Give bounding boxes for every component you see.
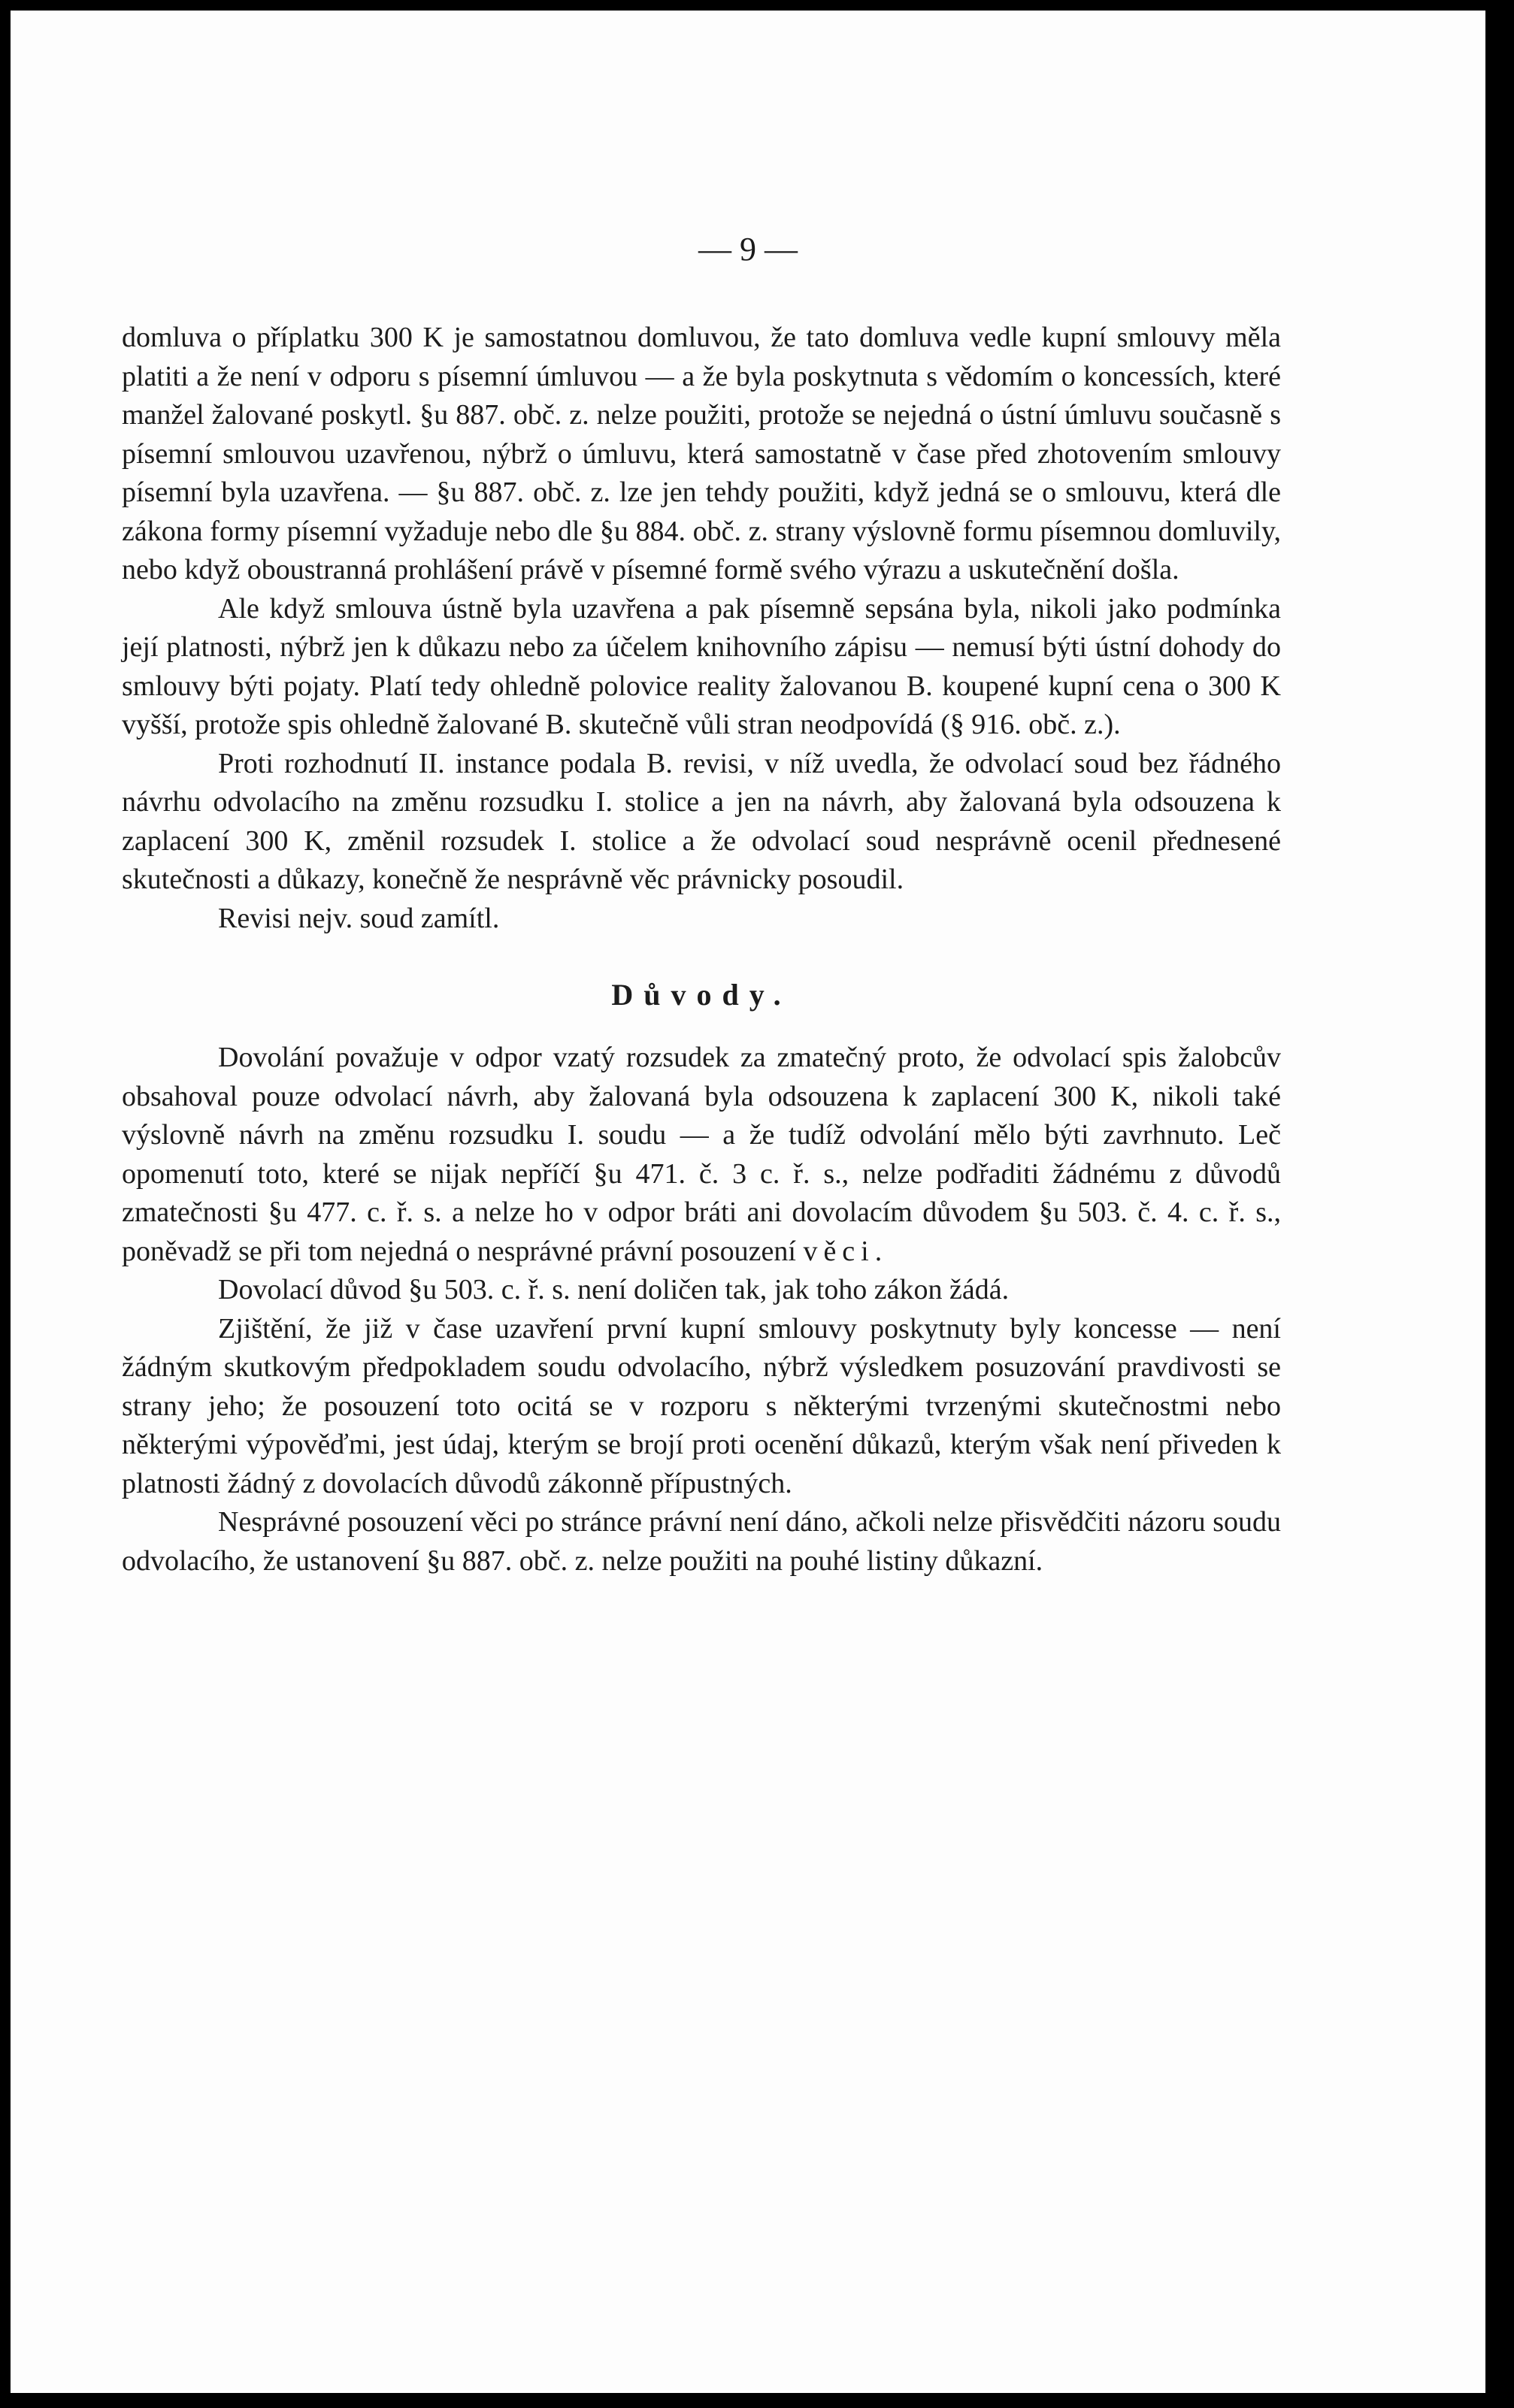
page-number: — 9 — [698,231,798,268]
paragraph-6: Dovolací důvod §u 503. c. ř. s. není doličen tak, jak toho zákon žádá. [218,1274,1010,1305]
paragraph-5-end: . [874,1235,883,1267]
section-heading: Důvody. [611,978,792,1012]
paragraph-5-text: Dovolání považuje v odpor vzatý rozsudek za zmatečný proto, že odvolací spis žalobcův obsahoval pouze odvolací návrh, aby žalovaná byla odsouzena k zaplacení 300 K, nikoli také výslovně návrh na změnu rozsudku I. soudu — a že tudíž odvolání mělo býti zavrhnuto. Leč opomenutí toto, které se nijak nepříčí §u 471. č. 3 c. ř. s., nelze podřaditi žádnému z důvodů zmatečnosti §u 477. c. ř. s. a nelze ho v odpor bráti ani dovolacím důvodem §u 503. č. 4. c. ř. s., poněvadž se při tom nejedná o nesprávné právní posouzení [122,1042,1281,1267]
body-text [122,319,1281,1581]
paragraph-1: domluva o příplatku 300 K je samostatnou domluvou, že tato domluva vedle kupní smlouvy měla platiti a že není v odporu s písemní úmluvou — a že byla poskytnuta s vědomím o koncessích, které manžel žalované poskytl. §u 887. obč. z. nelze použiti, protože se nejedná o ústní úmluvu současně s písemní smlouvou uzavřenou, nýbrž o úmluvu, která samostatně v čase před zhotovením smlouvy písemní byla uzavřena. — §u 887. obč. z. lze jen tehdy použiti, když jedná se o smlouvu, která dle zákona formy písemní vyžaduje nebo dle §u 884. obč. z. strany výslovně formu písemnou domluvily, nebo když oboustranná prohlášení právě v písemné formě svého výrazu a uskutečnění došla. [122,322,1281,585]
paragraph-5 [122,1039,1281,1271]
paragraph-4: Revisi nejv. soud zamítl. [218,902,500,934]
document-page [11,11,1485,2393]
scan-border [1485,0,1514,2408]
paragraph-3: Proti rozhodnutí II. instance podala B. revisi, v níž uvedla, že odvolací soud bez řádného návrhu odvolacího na změnu rozsudku I. stolice a jen na návrh, aby žalovaná byla odsouzena k zaplacení 300 K, změnil rozsudek I. stolice a že odvolací soud nesprávně ocenil přednesené skutečnosti a důkazy, konečně že nesprávně věc právnicky posoudil. [122,747,1281,895]
paragraph-8: Nesprávné posouzení věci po stránce právní není dáno, ačkoli nelze přisvědčiti názoru soudu odvolacího, že ustanovení §u 887. obč. z. nelze použiti na pouhé listiny důkazní. [122,1506,1281,1577]
paragraph-7: Zjištění, že již v čase uzavření první kupní smlouvy poskytnuty byly koncesse — není žádným skutkovým předpokladem soudu odvolacího, nýbrž výsledkem posuzování pravdivosti se strany jeho; že posouzení toto ocitá se v rozporu s některými tvrzenými skutečnostmi nebo některými výpověďmi, jest údaj, kterým se brojí proti ocenění důkazů, kterým však není přiveden k platnosti žádný z dovolacích důvodů zákonně přípustných. [122,1312,1281,1499]
paragraph-5-spaced-word: věci [803,1235,875,1267]
paragraph-2: Ale když smlouva ústně byla uzavřena a pak písemně sepsána byla, nikoli jako podmínka její platnosti, nýbrž jen k důkazu nebo za účelem knihovního zápisu — nemusí býti ústní dohody do smlouvy býti pojaty. Platí tedy ohledně polovice reality žalovanou B. koupené kupní cena o 300 K vyšší, protože spis ohledně žalované B. skutečně vůli stran neodpovídá (§ 916. obč. z.). [122,592,1281,740]
